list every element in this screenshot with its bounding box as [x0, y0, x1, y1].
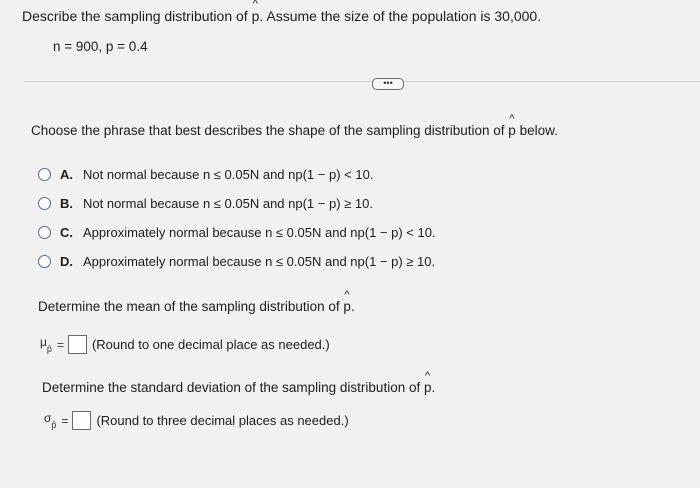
option-a[interactable] — [38, 167, 373, 182]
mean-answer-row — [40, 335, 330, 354]
radio-button[interactable] — [38, 255, 51, 268]
hat-mark: ^ — [344, 289, 350, 301]
equals-sign: = — [56, 337, 64, 352]
mu-p-hat-symbol — [40, 335, 52, 354]
mean-answer-input[interactable] — [68, 335, 87, 354]
radio-button[interactable] — [38, 226, 51, 239]
sd-prompt-suffix: . — [431, 380, 436, 395]
divider — [24, 81, 700, 82]
sigma-symbol: σ — [44, 411, 52, 425]
sd-answer-row — [44, 411, 349, 430]
radio-button[interactable] — [38, 168, 51, 181]
option-letter: B. — [60, 196, 73, 211]
mean-prompt-prefix: Determine the mean of the sampling distribution of — [38, 299, 344, 314]
shape-prompt-prefix: Choose the phrase that best describes the shape of the sampling distribution of — [31, 123, 509, 138]
sd-rounding-note: (Round to three decimal places as needed.) — [96, 413, 349, 428]
shape-prompt — [31, 113, 558, 138]
option-text: Not normal because n ≤ 0.05N and np(1 − p) < 10. — [83, 167, 374, 182]
p-letter: p — [251, 8, 260, 24]
sd-prompt — [42, 370, 436, 395]
p-hat-subscript: p̂ — [51, 420, 57, 430]
hat-mark: ^ — [509, 113, 515, 125]
p-hat-symbol — [343, 289, 351, 314]
p-hat-symbol — [423, 370, 432, 395]
option-letter: A. — [60, 167, 73, 182]
option-d[interactable] — [38, 254, 435, 269]
option-b[interactable] — [38, 196, 373, 211]
sd-answer-input[interactable] — [72, 411, 91, 430]
question-title — [22, 0, 542, 24]
p-hat-symbol — [508, 113, 516, 138]
hat-mark: ^ — [424, 370, 431, 382]
option-text: Approximately normal because n ≤ 0.05N and np(1 − p) < 10. — [83, 225, 436, 240]
sigma-p-hat-symbol — [44, 411, 56, 430]
option-letter: D. — [60, 254, 73, 269]
p-hat-symbol — [251, 0, 260, 24]
hat-mark: ^ — [252, 0, 258, 10]
p-letter: p — [343, 299, 351, 314]
mean-prompt — [38, 289, 355, 314]
p-letter: p — [423, 380, 432, 395]
p-hat-subscript: p̂ — [46, 344, 52, 354]
p-letter: p — [508, 123, 516, 138]
given-parameters: n = 900, p = 0.4 — [53, 39, 148, 54]
title-prefix: Describe the sampling distribution of — [22, 8, 252, 24]
option-text: Approximately normal because n ≤ 0.05N and np(1 − p) ≥ 10. — [83, 254, 436, 269]
equals-sign: = — [61, 413, 69, 428]
radio-button[interactable] — [38, 197, 51, 210]
sd-prompt-prefix: Determine the standard deviation of the sampling distribution of — [42, 380, 424, 395]
shape-prompt-suffix: below. — [515, 123, 558, 138]
option-text: Not normal because n ≤ 0.05N and np(1 − p) ≥ 10. — [83, 196, 373, 211]
mean-rounding-note: (Round to one decimal place as needed.) — [91, 337, 330, 352]
title-suffix: . Assume the size of the population is 30,000. — [259, 8, 542, 24]
mean-prompt-suffix: . — [350, 299, 355, 314]
option-letter: C. — [60, 225, 73, 240]
mu-symbol: μ — [40, 335, 47, 349]
option-c[interactable] — [38, 225, 436, 240]
show-more-button[interactable]: ••• — [372, 78, 404, 90]
